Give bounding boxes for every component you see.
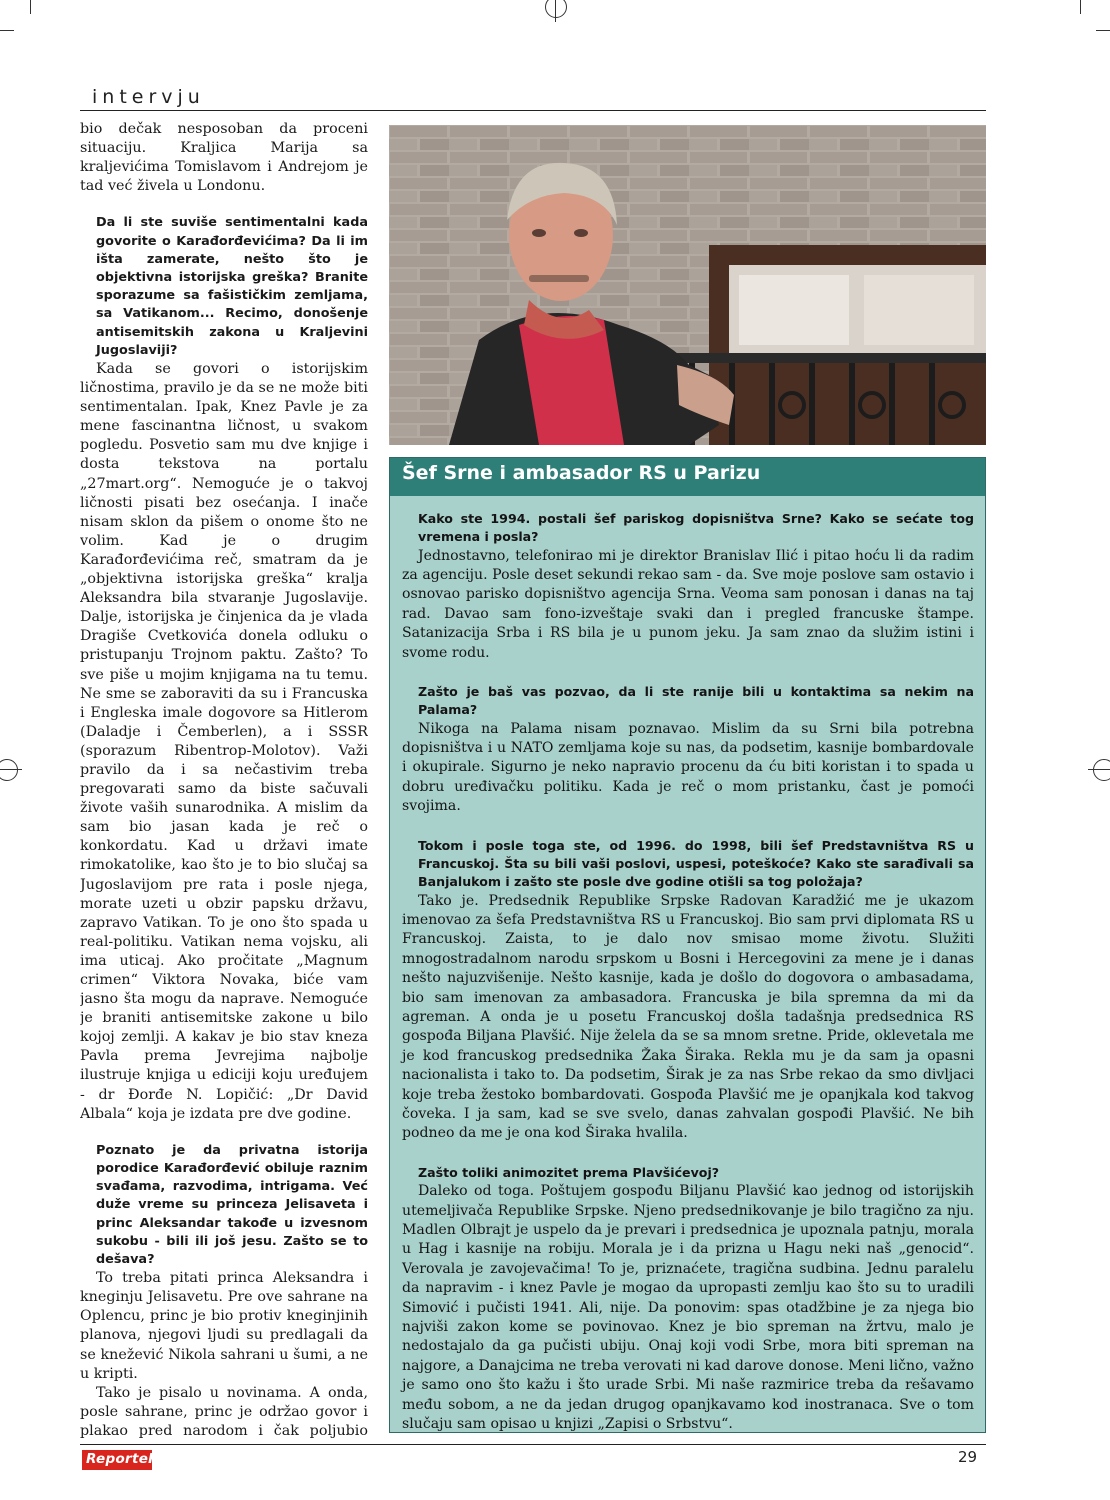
sidebar-body [402,510,974,1433]
question-paragraph: Da li ste suviše sentimentalni kada govorite o Karađorđevićima? Da li im išta zamerate, nešto što je objektivna istorijska greška? Branite sporazume sa fašističkim zemljama, sa Vatikanom... Recimo, donošenje antisemitskih zakona u Kraljevini Jugoslaviji? [96,215,368,358]
answer-paragraph: Kada se govori o istorijskim ličnostima, pravilo je da se ne može biti sentimentalan. Ipak, Knez Pavle je za mene fascinantna ličnost, u svakom pogledu. Posvetio sam mu dve knjige i dosta tekstova na portalu „27mart.org“. Nemoguće je o takvoj ličnosti pisati bez osećanja. I inače nisam sklon da pišem o onome što ne volim. Kad je o drugim Karađorđevićima reč, smatram da je „objektivna istorijska greška“ kralja Aleksandra bila stvaranje Jugoslavije. Dalje, istorijska je činjenica da je vlada Dragiše Cvetkovića donela odluku o pristupanju Trojnom paktu. Zašto? To sve piše u mojim knjigama na tu temu. Ne sme se zaboraviti da su i Francuska i Engleska imale dogovore sa Hitlerom (Daladje i Čemberlen), a i SSSR (sporazum Ribentrop-Molotov). Važi pravilo da i sa nečastivim treba pregovarati samo da biste sačuvali živote vaših sunarodnika. A mislim da sam bio jasan kada je reč o konkordatu. Kad u državi imate rimokatolike, kao što je to bio slučaj sa Jugoslavijom pre rata i posle njega, morate uzeti u obzir papsku državu, zapravo Vatikan. To je ono što spada u real-politiku. Vatikan nema vojsku, ali ima uticaj. Ako pročitate „Magnum crimen“ Viktora Novaka, biće vam jasno šta mogu da naprave. Nemoguće je braniti antisemitske zakone u bilo kojoj zemlji. A kakav je bio stav kneza Pavla prema Jevrejima najbolje ilustruje knjiga u ediciji koju uređujem - dr Đorđe N. Lopičić: „Dr David Albala“ koja je izdata pre dve godine. [80,361,368,1122]
question-paragraph: Tokom i posle toga ste, od 1996. do 1998, bili šef Predstavništva RS u Francuskoj. Šta su bili vaši poslovi, uspesi, poteškoće? Kako ste sarađivali sa Banjalukom i zašto ste posle dve godine otišli sa tog položaja? [418,837,974,890]
answer-paragraph: bio dečak nesposoban da proceni situaciju. Kraljica Marija sa kraljevićima Tomislavom i Andrejom je tad već živela u Londonu. [80,121,368,195]
crop-mark [30,0,31,14]
answer-paragraph: Daleko od toga. Poštujem gospođu Biljanu Plavšić kao jednog od istorijskih utemeljivača Republike Srpske. Njeno predsednikovanje je bilo tragično za nju. Madlen Olbrajt je uspelo da je prevari i predsednica je upoznala patnju, morala u Hag i kasnije na robiju. Morala je i da prizna u Hagu neki naš „genocid“. Verovala je zavojevačima! To je, priznaćete, tragična sudbina. Jednu paralelu da napravim - i knez Pavle je mogao da upropasti zemlju kao što su to uradili Simović i pučisti 1941. Ali, nije. Da ponovim: spas otadžbine je za njega bio najviši zakon kome se povinovao. Knez je bio spreman na žrtvu, malo je nedostajalo da ga pučisti ubiju. Onaj koji vodi Srbe, mora biti spreman na najgore, a Danajcima ne treba verovati ni kad darove donose. Meni lično, važno je samo ono što kažu i što urade Srbi. Mi naše razmirice treba da rešavamo među sobom, a ne da jedan drugog opanjkavamo kod inostranaca. Sve o tom slučaju sam opisao u knjizi „Zapisi o Srbstvu“. [402,1183,974,1432]
footer-rule [80,1444,986,1445]
left-column [80,120,368,1440]
sidebar-title: Šef Srne i ambasador RS u Parizu [402,462,761,484]
answer-paragraph: Jednostavno, telefonirao mi je direktor Branislav Ilić i pitao hoću li da radim za agenciju. Posle deset sekundi rekao sam - da. Sve moje poslove sam ostavio i osnovao parisko dopisništvo agencija Srna. Veoma sam ponosan i danas na taj rad. Davao sam fono-izveštaje svaki dan i pregled francuske štampe. Satanizacija Srba i RS bila je u punom jeku. Ja sam znao da služim istini i svome rodu. [402,547,974,661]
section-label: intervju [92,86,205,108]
sidebar-box [389,457,986,1433]
answer-paragraph: Tako je pisalo u novinama. A onda, posle sahrane, princ je održao govor i plakao pred narodom i čak poljubio [80,1384,368,1439]
portrait-photo [389,125,986,445]
reporter-logo [82,1450,159,1470]
portrait-photo-illustration [389,125,986,445]
registration-mark [545,0,567,18]
question-paragraph: Zašto je baš vas pozvao, da li ste ranije bili u kontaktima sa nekim na Palama? [418,684,974,718]
registration-mark [1093,759,1110,781]
crop-mark [0,30,14,31]
sidebar-header [390,458,985,496]
page-number: 29 [958,1448,978,1466]
registration-mark [0,759,18,781]
header-rule [80,110,986,111]
crop-mark [1096,30,1110,31]
crop-mark [1080,0,1081,14]
question-paragraph: Kako ste 1994. postali šef pariskog dopisništva Srne? Kako se sećate tog vremena i posla? [418,511,974,545]
question-paragraph: Zašto toliki animozitet prema Plavšićevoj? [418,1164,720,1180]
question-paragraph: Poznato je da privatna istorija porodice Karađorđević obiluje raznim svađama, razvodima, intrigama. Već duže vreme su princeza Jelisaveta i princ Aleksandar takođe u izvesnom sukobu - bili ili još jesu. Zašto se to dešava? [96,1142,368,1267]
last-answer-wrapper [80,1384,368,1440]
answer-paragraph: To treba pitati princa Aleksandra i kneginju Jelisavetu. Pre ove sahrane na Oplencu, princ je bio protiv kneginjinih planova, njegovi ljudi su predlagali da se knežević Nikola sahrani u šumi, a ne u kripti. [80,1270,368,1382]
answer-paragraph: Tako je. Predsednik Republike Srpske Radovan Karadžić me je ukazom imenovao za šefa Predstavništva RS u Francuskoj. Bio sam prvi diplomata RS u Francuskoj. Zaista, to je dalo nov smisao mome životu. Služiti mnogostradalnom narodu srpskom u Bosni i Hercegovini za mene je i danas nešto najuzvišenije. Nešto kasnije, kada je došlo do dogovora o ambasadama, bio sam imenovan za ambasadora. Francuska je bila spremna da mi da agreman. A onda je u posetu Francuskoj došla tadašnja predsednica RS gospođa Biljana Plavšić. Nije želela da se sa mnom sretne. Pride, oklevetala me je kod francuskog predsednika Žaka Širaka. Rekla mu je da sam ja opasni nacionalista i tako to. Da podsetim, Širak je za nas Srbe rekao da smo divljaci koje treba žestoko bombardovati. Gospođa Plavšić me je opanjkala kod takvog čoveka. I ja sam, kad se sve svelo, danas zahvalan gospođi Plavšić. Ne bih podneo da me je ona kod Širaka hvalila. [402,892,974,1142]
logo-text: ReporteR [86,1451,159,1467]
answer-paragraph: Nikoga na Palama nisam poznavao. Mislim da su Srni bila potrebna dopisništva i u NATO zemljama koje su nas, da podsetim, kasnije bombardovale i okupirale. Sigurno je neko napravio procenu da ću biti koristan i to spada u dobru uređivačku politiku. Kada je reč o mom pristanku, čast je pomoći svojima. [402,720,974,815]
